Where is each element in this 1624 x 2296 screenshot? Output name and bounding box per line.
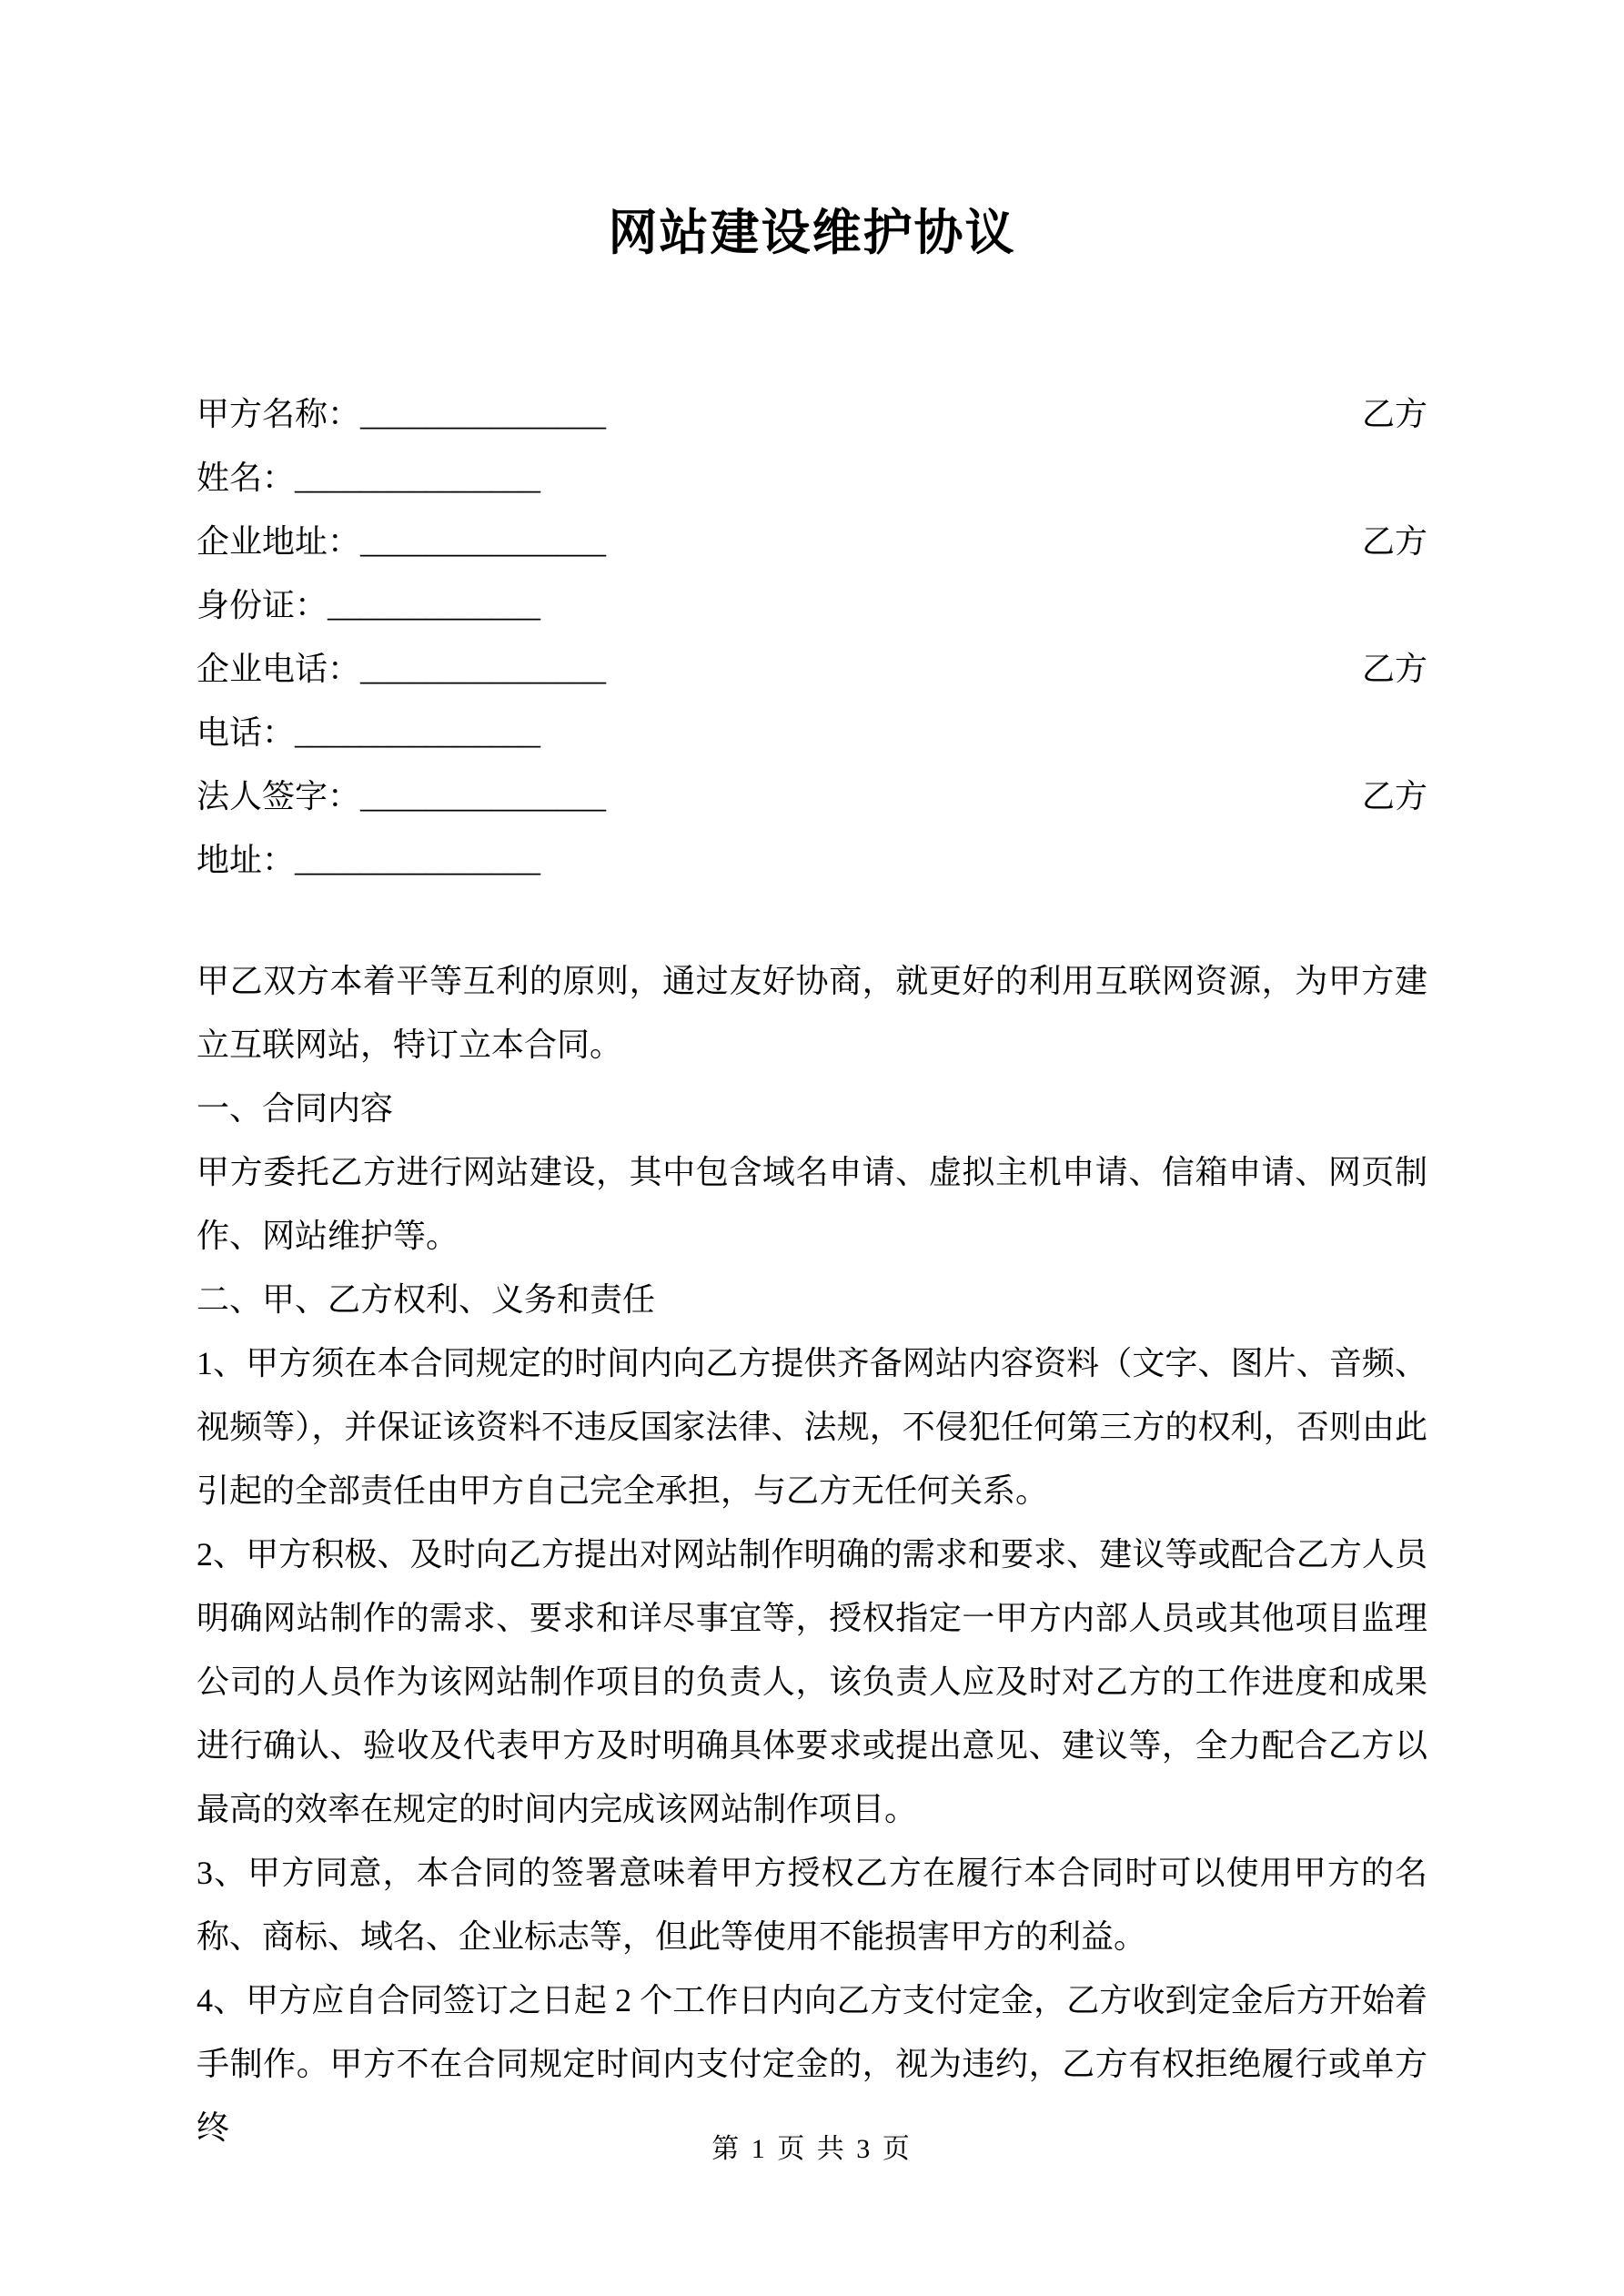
clause-4: 4、甲方应自合同签订之日起 2 个工作日内向乙方支付定金，乙方收到定金后方开始着手制作。甲方不在合同规定时间内支付定金的，视为违约，乙方有权拒绝履行或单方终 xyxy=(197,1982,1427,2146)
form-row-legal-signature xyxy=(197,764,1427,828)
party-b-label: 乙方 xyxy=(1361,651,1427,687)
field-label-party-b-address: 地址： xyxy=(197,842,296,878)
fill-blank-party-b-name: _______________ xyxy=(295,460,541,496)
heading-section-2: 二、甲、乙方权利、义务和责任 xyxy=(197,1281,656,1318)
clause-1: 1、甲方须在本合同规定的时间内向乙方提供齐备网站内容资料（文字、图片、音频、视频等），并保证该资料不违反国家法律、法规，不侵犯任何第三方的权利，否则由此引起的全部责任由甲方自己完全承担，与乙方无任何关系。 xyxy=(197,1345,1427,1509)
form-row-party-b-address xyxy=(197,828,1427,892)
field-label-legal-signature: 法人签字： xyxy=(197,778,361,814)
paragraph-preamble: 甲乙双方本着平等互利的原则，通过友好协商，就更好的利用互联网资源，为甲方建立互联网站，特订立本合同。 xyxy=(197,963,1427,1063)
form-row-party-a-phone xyxy=(197,637,1427,701)
contract-body xyxy=(197,949,1427,2159)
field-label-party-a-name: 甲方名称： xyxy=(197,396,361,432)
form-row-party-a-address xyxy=(197,510,1427,573)
fill-blank-legal-signature: _______________ xyxy=(360,778,607,814)
field-label-party-a-address: 企业地址： xyxy=(197,523,361,560)
party-b-label: 乙方 xyxy=(1361,523,1427,560)
page-number-footer: 第 1 页 共 3 页 xyxy=(711,2134,913,2164)
fill-blank-party-a-address: _______________ xyxy=(360,523,607,560)
fill-blank-party-b-id: _____________ xyxy=(328,587,541,623)
party-b-label: 乙方 xyxy=(1361,396,1427,432)
party-b-label: 乙方 xyxy=(1361,778,1427,814)
fill-blank-party-b-phone: _______________ xyxy=(295,714,541,751)
paragraph-contract-content: 甲方委托乙方进行网站建设，其中包含域名申请、虚拟主机申请、信箱申请、网页制作、网站维护等。 xyxy=(197,1154,1427,1254)
heading-section-1: 一、合同内容 xyxy=(197,1090,394,1127)
field-label-party-b-id: 身份证： xyxy=(197,587,328,623)
clause-2: 2、甲方积极、及时向乙方提出对网站制作明确的需求和要求、建议等或配合乙方人员明确网站制作的需求、要求和详尽事宜等，授权指定一甲方内部人员或其他项目监理公司的人员作为该网站制作项目的负责人，该负责人应及时对乙方的工作进度和成果进行确认、验收及代表甲方及时明确具体要求或提出意见、建议等，全力配合乙方以最高的效率在规定的时间内完成该网站制作项目。 xyxy=(197,1536,1427,1827)
party-info-form xyxy=(197,382,1427,892)
document-title: 网站建设维护协议 xyxy=(608,206,1016,260)
clause-3: 3、甲方同意，本合同的签署意味着甲方授权乙方在履行本合同时可以使用甲方的名称、商标、域名、企业标志等，但此等使用不能损害甲方的利益。 xyxy=(197,1855,1427,1955)
form-row-party-b-id xyxy=(197,573,1427,637)
form-row-party-a-name xyxy=(197,382,1427,446)
fill-blank-party-a-name: _______________ xyxy=(360,396,607,432)
field-label-party-a-phone: 企业电话： xyxy=(197,651,361,687)
form-row-party-b-phone xyxy=(197,701,1427,764)
fill-blank-party-b-address: _______________ xyxy=(295,842,541,878)
field-label-party-b-phone: 电话： xyxy=(197,714,296,751)
fill-blank-party-a-phone: _______________ xyxy=(360,651,607,687)
form-row-party-b-name xyxy=(197,446,1427,510)
field-label-party-b-name: 姓名： xyxy=(197,460,296,496)
